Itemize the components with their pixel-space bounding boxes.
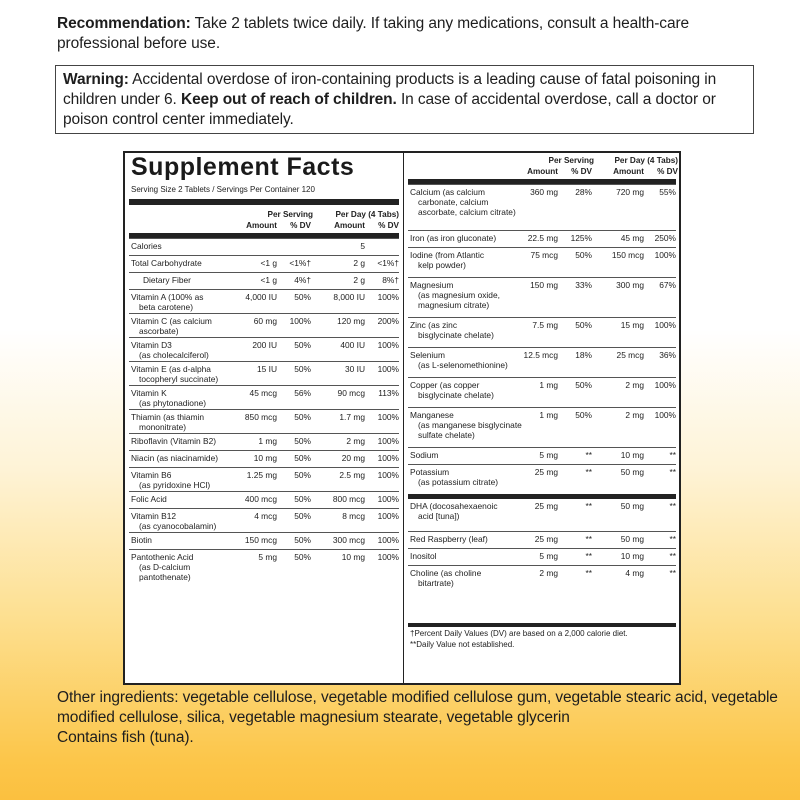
nutrient-name-line: Thiamin (as thiamin (131, 412, 205, 422)
nutrient-amount: 8,000 IU (333, 292, 365, 302)
nutrient-amount: 20 mg (341, 453, 365, 463)
nutrient-name-line: Vitamin B12 (131, 511, 177, 521)
nutrient-name-line: Iodine (from Atlantic (410, 250, 485, 260)
dv-header: % DV (290, 221, 311, 230)
dv-header: % DV (657, 167, 678, 176)
nutrient-dv: 250% (654, 233, 676, 243)
nutrient-name (131, 470, 210, 490)
nutrient-name (410, 467, 498, 487)
serving-info: Serving Size 2 Tablets / Servings Per Container 120 (131, 185, 315, 194)
nutrient-dv: 100% (377, 470, 399, 480)
nutrient-dv: ** (585, 534, 592, 544)
nutrient-dv: ** (585, 450, 592, 460)
nutrient-amount: 800 mcg (332, 494, 365, 504)
other-ingredients-text: Other ingredients: vegetable cellulose, vegetable modified cellulose gum, vegetable stearic acid, vegetable modified cellulose, silica, vegetable magnesium stearate, vegetable glycerin (57, 689, 778, 726)
nutrient-amount: 5 (360, 241, 365, 251)
nutrient-amount: 4 mg (625, 568, 644, 578)
nutrient-name (131, 292, 203, 312)
nutrient-name (410, 380, 494, 400)
nutrient-name-line: Total Carbohydrate (131, 258, 202, 268)
nutrient-name-line: tocopheryl succinate) (139, 374, 219, 384)
nutrient-name-line: Folic Acid (131, 494, 167, 504)
nutrient-dv: 50% (294, 453, 311, 463)
recommendation-text: Take 2 tablets twice daily. If taking any medications, consult a health-care professional before use. (57, 15, 690, 52)
nutrient-dv: 125% (570, 233, 592, 243)
nutrient-dv: 18% (575, 350, 592, 360)
nutrient-amount: 7.5 mg (532, 320, 558, 330)
nutrient-name (410, 534, 488, 544)
nutrient-amount: 2 mg (625, 380, 644, 390)
amount-header: Amount (334, 221, 365, 230)
nutrient-dv: 33% (575, 280, 592, 290)
nutrient-name-line: Selenium (410, 350, 445, 360)
nutrient-name (131, 511, 216, 531)
nutrient-amount: 400 mcg (244, 494, 277, 504)
nutrient-dv: 55% (659, 187, 676, 197)
nutrient-amount: 150 mcg (611, 250, 644, 260)
nutrient-name (131, 535, 152, 545)
nutrient-name-line: (as pyridoxine HCl) (139, 480, 211, 490)
nutrient-name-line: bisglycinate chelate) (418, 330, 494, 340)
nutrient-name (410, 233, 496, 243)
nutrient-row (129, 450, 399, 468)
nutrient-dv: ** (585, 568, 592, 578)
nutrient-row (408, 230, 676, 248)
nutrient-amount: 2 g (353, 258, 365, 268)
nutrient-row (129, 532, 399, 550)
footnote-not-established: **Daily Value not established. (410, 640, 515, 649)
nutrient-name-line: Calories (131, 241, 162, 251)
amount-header: Amount (527, 167, 558, 176)
nutrient-dv: 50% (294, 494, 311, 504)
other-ingredients (57, 688, 797, 748)
nutrient-row (129, 272, 399, 290)
nutrient-amount: 2 mg (346, 436, 365, 446)
nutrient-amount: 8 mcg (342, 511, 365, 521)
amount-header: Amount (246, 221, 277, 230)
nutrient-dv: 100% (377, 494, 399, 504)
nutrient-row (129, 337, 399, 362)
nutrient-amount: 10 mg (341, 552, 365, 562)
nutrient-row (129, 508, 399, 533)
nutrient-row (129, 255, 399, 273)
nutrient-row (129, 491, 399, 509)
nutrient-name (410, 450, 438, 460)
nutrient-amount: 400 IU (340, 340, 365, 350)
nutrient-amount: 45 mcg (249, 388, 277, 398)
nutrient-amount: 10 mg (620, 551, 644, 561)
nutrient-name-line: Vitamin E (as d-alpha (131, 364, 211, 374)
nutrient-name (131, 388, 206, 408)
nutrient-dv: 100% (377, 453, 399, 463)
nutrient-name-line: Vitamin B6 (131, 470, 172, 480)
nutrient-amount: 5 mg (539, 450, 558, 460)
nutrient-amount: 15 IU (256, 364, 277, 374)
nutrient-dv: 100% (654, 320, 676, 330)
nutrient-name-line: beta carotene) (139, 302, 194, 312)
nutrient-dv: ** (585, 501, 592, 511)
warning-text-1: Accidental overdose of iron-containing products is a leading cause of fatal poisoning in children under 6. (63, 71, 717, 108)
nutrient-name-line: mononitrate) (139, 422, 187, 432)
warning-box (55, 65, 754, 134)
thick-rule (129, 199, 399, 205)
nutrient-name-line: (as manganese bisglycinate (418, 420, 522, 430)
nutrient-dv: <1%† (289, 258, 311, 268)
nutrient-dv: ** (669, 568, 676, 578)
nutrient-name-line: Manganese (410, 410, 454, 420)
nutrient-dv: 4%† (294, 275, 311, 285)
nutrient-name-line: Red Raspberry (leaf) (410, 534, 488, 544)
nutrient-name (131, 552, 193, 582)
nutrient-name-line: pantothenate) (139, 572, 191, 582)
nutrient-dv: 200% (377, 316, 399, 326)
nutrient-amount: 2 mg (625, 410, 644, 420)
nutrient-dv: 100% (377, 511, 399, 521)
nutrient-name-line: acid [tuna]) (418, 511, 460, 521)
nutrient-amount: 2 g (353, 275, 365, 285)
nutrient-name (131, 412, 204, 432)
nutrient-name-line: (as cyanocobalamin) (139, 521, 217, 531)
nutrient-dv: 50% (294, 535, 311, 545)
nutrient-row (408, 277, 676, 318)
nutrient-name (410, 551, 437, 561)
nutrient-amount: 25 mg (534, 501, 558, 511)
nutrient-amount: 1.25 mg (246, 470, 277, 480)
nutrient-dv: 50% (575, 250, 592, 260)
per-day-header: Per Day (4 Tabs) (335, 210, 399, 219)
nutrient-name-line: Copper (as copper (410, 380, 480, 390)
nutrient-amount: <1 g (260, 275, 277, 285)
nutrient-dv: 100% (654, 250, 676, 260)
nutrient-row (129, 409, 399, 434)
nutrient-name (410, 250, 484, 270)
nutrient-amount: 12.5 mcg (523, 350, 558, 360)
nutrient-dv: 50% (294, 470, 311, 480)
nutrient-amount: 45 mg (620, 233, 644, 243)
nutrient-name (410, 320, 494, 340)
nutrient-amount: 150 mcg (244, 535, 277, 545)
nutrient-name-line: bisglycinate chelate) (418, 390, 494, 400)
nutrient-dv: 50% (294, 340, 311, 350)
nutrient-name (410, 568, 481, 588)
nutrient-name-line: magnesium citrate) (418, 300, 490, 310)
nutrient-row (408, 447, 676, 465)
nutrient-name-line: Pantothenic Acid (131, 552, 194, 562)
nutrient-dv: 100% (654, 410, 676, 420)
nutrient-dv: 100% (377, 292, 399, 302)
nutrient-row (129, 467, 399, 492)
nutrient-name (131, 316, 212, 336)
nutrient-name (143, 275, 191, 285)
nutrient-name-line: DHA (docosahexaenoic (410, 501, 498, 511)
contains-text: Contains fish (tuna). (57, 729, 194, 746)
nutrient-dv: 56% (294, 388, 311, 398)
nutrient-row (129, 549, 399, 585)
nutrient-amount: 25 mcg (616, 350, 644, 360)
nutrient-row (408, 565, 676, 592)
amount-header: Amount (613, 167, 644, 176)
footnote-dv: †Percent Daily Values (DV) are based on a 2,000 calorie diet. (410, 629, 628, 638)
warning-text-2: In case of accidental overdose, call a doctor or poison control center immediately. (63, 91, 716, 128)
nutrient-amount: 50 mg (620, 501, 644, 511)
nutrient-amount: 2 mg (539, 568, 558, 578)
nutrient-amount: 720 mg (616, 187, 644, 197)
nutrient-name-line: bitartrate) (418, 578, 454, 588)
nutrient-name-line: Inositol (410, 551, 437, 561)
nutrient-dv: 50% (575, 380, 592, 390)
nutrient-row (129, 361, 399, 386)
nutrient-dv: ** (669, 551, 676, 561)
nutrient-row (408, 377, 676, 408)
nutrient-amount: 30 IU (344, 364, 365, 374)
nutrient-row (408, 494, 676, 536)
nutrient-row (129, 289, 399, 314)
nutrient-amount: 75 mcg (530, 250, 558, 260)
nutrient-name-line: Calcium (as calcium (410, 187, 485, 197)
nutrient-name-line: ascorbate, calcium citrate) (418, 207, 516, 217)
nutrient-amount: 1 mg (539, 410, 558, 420)
nutrient-dv: ** (585, 551, 592, 561)
nutrient-name-line: carbonate, calcium (418, 197, 489, 207)
nutrient-name-line: (as magnesium oxide, (418, 290, 500, 300)
nutrient-name (131, 453, 218, 463)
nutrient-dv: 50% (294, 511, 311, 521)
nutrient-amount: <1 g (260, 258, 277, 268)
nutrient-name-line: Riboflavin (Vitamin B2) (131, 436, 217, 446)
nutrient-dv: 28% (575, 187, 592, 197)
nutrient-name (131, 241, 162, 251)
footnote-rule (408, 623, 676, 627)
nutrient-row (408, 247, 676, 278)
warning-label: Warning: (63, 71, 129, 88)
nutrient-amount: 4 mcg (254, 511, 277, 521)
nutrient-dv: ** (585, 467, 592, 477)
nutrient-name-line: Potassium (410, 467, 450, 477)
recommendation (57, 14, 747, 54)
nutrient-dv: 50% (294, 436, 311, 446)
nutrient-amount: 2.5 mg (339, 470, 365, 480)
nutrient-name-line: Vitamin K (131, 388, 167, 398)
nutrient-amount: 120 mg (337, 316, 365, 326)
nutrient-name (131, 258, 202, 268)
nutrient-name-line: ascorbate) (139, 326, 179, 336)
nutrient-dv: 50% (294, 412, 311, 422)
nutrient-dv: 8%† (382, 275, 399, 285)
per-serving-header: Per Serving (548, 156, 594, 165)
nutrient-name-line: kelp powder) (418, 260, 466, 270)
nutrient-dv: 50% (294, 552, 311, 562)
nutrient-name (410, 350, 508, 370)
nutrient-amount: 50 mg (620, 534, 644, 544)
dv-header: % DV (378, 221, 399, 230)
nutrient-amount: 300 mcg (332, 535, 365, 545)
per-day-header: Per Day (4 Tabs) (614, 156, 678, 165)
nutrient-amount: 5 mg (258, 552, 277, 562)
nutrient-amount: 90 mcg (337, 388, 365, 398)
nutrient-row (408, 464, 676, 495)
nutrient-row (129, 238, 399, 256)
nutrient-name-line: (as D-calcium (139, 562, 191, 572)
nutrient-dv: ** (669, 501, 676, 511)
nutrient-amount: 22.5 mg (527, 233, 558, 243)
nutrient-name (410, 187, 516, 217)
nutrient-row (129, 313, 399, 338)
nutrient-dv: 36% (659, 350, 676, 360)
nutrient-row (129, 433, 399, 451)
nutrient-name-line: (as potassium citrate) (418, 477, 499, 487)
nutrient-name (131, 340, 209, 360)
nutrient-name-line: (as phytonadione) (139, 398, 207, 408)
nutrient-row (408, 347, 676, 378)
nutrient-amount: 200 IU (252, 340, 277, 350)
facts-title: Supplement Facts (131, 153, 355, 181)
nutrient-amount: 50 mg (620, 467, 644, 477)
dv-header: % DV (571, 167, 592, 176)
nutrient-dv: 100% (654, 380, 676, 390)
nutrient-name-line: Vitamin D3 (131, 340, 172, 350)
nutrient-name-line: Biotin (131, 535, 152, 545)
nutrient-dv: ** (669, 534, 676, 544)
nutrient-name-line: sulfate chelate) (418, 430, 475, 440)
nutrient-dv: 50% (294, 292, 311, 302)
nutrient-dv: ** (669, 467, 676, 477)
nutrient-row (408, 548, 676, 566)
nutrient-row (408, 184, 676, 231)
nutrient-dv: 100% (377, 340, 399, 350)
nutrient-name-line: Iron (as iron gluconate) (410, 233, 497, 243)
nutrient-dv: 50% (575, 410, 592, 420)
nutrient-amount: 4,000 IU (245, 292, 277, 302)
nutrient-dv: 100% (377, 412, 399, 422)
nutrient-dv: 100% (377, 552, 399, 562)
nutrient-name-line: Sodium (410, 450, 439, 460)
nutrient-dv: 113% (378, 388, 399, 398)
nutrient-amount: 1 mg (539, 380, 558, 390)
supplement-facts-panel (123, 151, 681, 685)
nutrient-dv: 100% (377, 436, 399, 446)
nutrient-dv: <1%† (377, 258, 399, 268)
nutrient-dv: 100% (377, 364, 399, 374)
nutrient-amount: 25 mg (534, 534, 558, 544)
nutrient-amount: 1.7 mg (339, 412, 365, 422)
nutrient-name-line: (as cholecalciferol) (139, 350, 209, 360)
nutrient-dv: 100% (289, 316, 311, 326)
per-serving-header: Per Serving (267, 210, 313, 219)
nutrient-name-line: Dietary Fiber (143, 275, 191, 285)
nutrient-amount: 300 mg (616, 280, 644, 290)
nutrient-name-line: Vitamin C (as calcium (131, 316, 212, 326)
nutrient-name-line: Vitamin A (100% as (131, 292, 204, 302)
nutrient-dv: ** (669, 450, 676, 460)
facts-right-column (403, 153, 680, 683)
nutrient-amount: 60 mg (253, 316, 277, 326)
nutrient-dv: 100% (377, 535, 399, 545)
nutrient-name-line: Magnesium (410, 280, 454, 290)
nutrient-name (410, 280, 500, 310)
nutrient-amount: 10 mg (620, 450, 644, 460)
nutrient-amount: 25 mg (534, 467, 558, 477)
nutrient-amount: 1 mg (258, 436, 277, 446)
nutrient-dv: 50% (294, 364, 311, 374)
nutrient-amount: 10 mg (253, 453, 277, 463)
nutrient-name-line: (as L-selenomethionine) (418, 360, 508, 370)
nutrient-amount: 15 mg (620, 320, 644, 330)
nutrient-dv: 50% (575, 320, 592, 330)
nutrient-amount: 5 mg (539, 551, 558, 561)
nutrient-amount: 850 mcg (244, 412, 277, 422)
warning-bold: Keep out of reach of children. (180, 91, 397, 108)
nutrient-row (408, 317, 676, 348)
nutrient-row (408, 531, 676, 549)
nutrient-amount: 360 mg (530, 187, 558, 197)
nutrient-name (410, 410, 522, 440)
nutrient-name-line: Niacin (as niacinamide) (131, 453, 219, 463)
recommendation-label: Recommendation: (57, 15, 191, 32)
nutrient-amount: 150 mg (530, 280, 558, 290)
nutrient-name-line: Choline (as choline (410, 568, 482, 578)
nutrient-dv: 67% (659, 280, 676, 290)
nutrient-name (410, 501, 498, 521)
nutrient-name (131, 364, 218, 384)
nutrient-row (408, 407, 676, 448)
nutrient-name-line: Zinc (as zinc (410, 320, 458, 330)
nutrient-name (131, 436, 216, 446)
nutrient-name (131, 494, 167, 504)
nutrient-row (129, 385, 399, 410)
